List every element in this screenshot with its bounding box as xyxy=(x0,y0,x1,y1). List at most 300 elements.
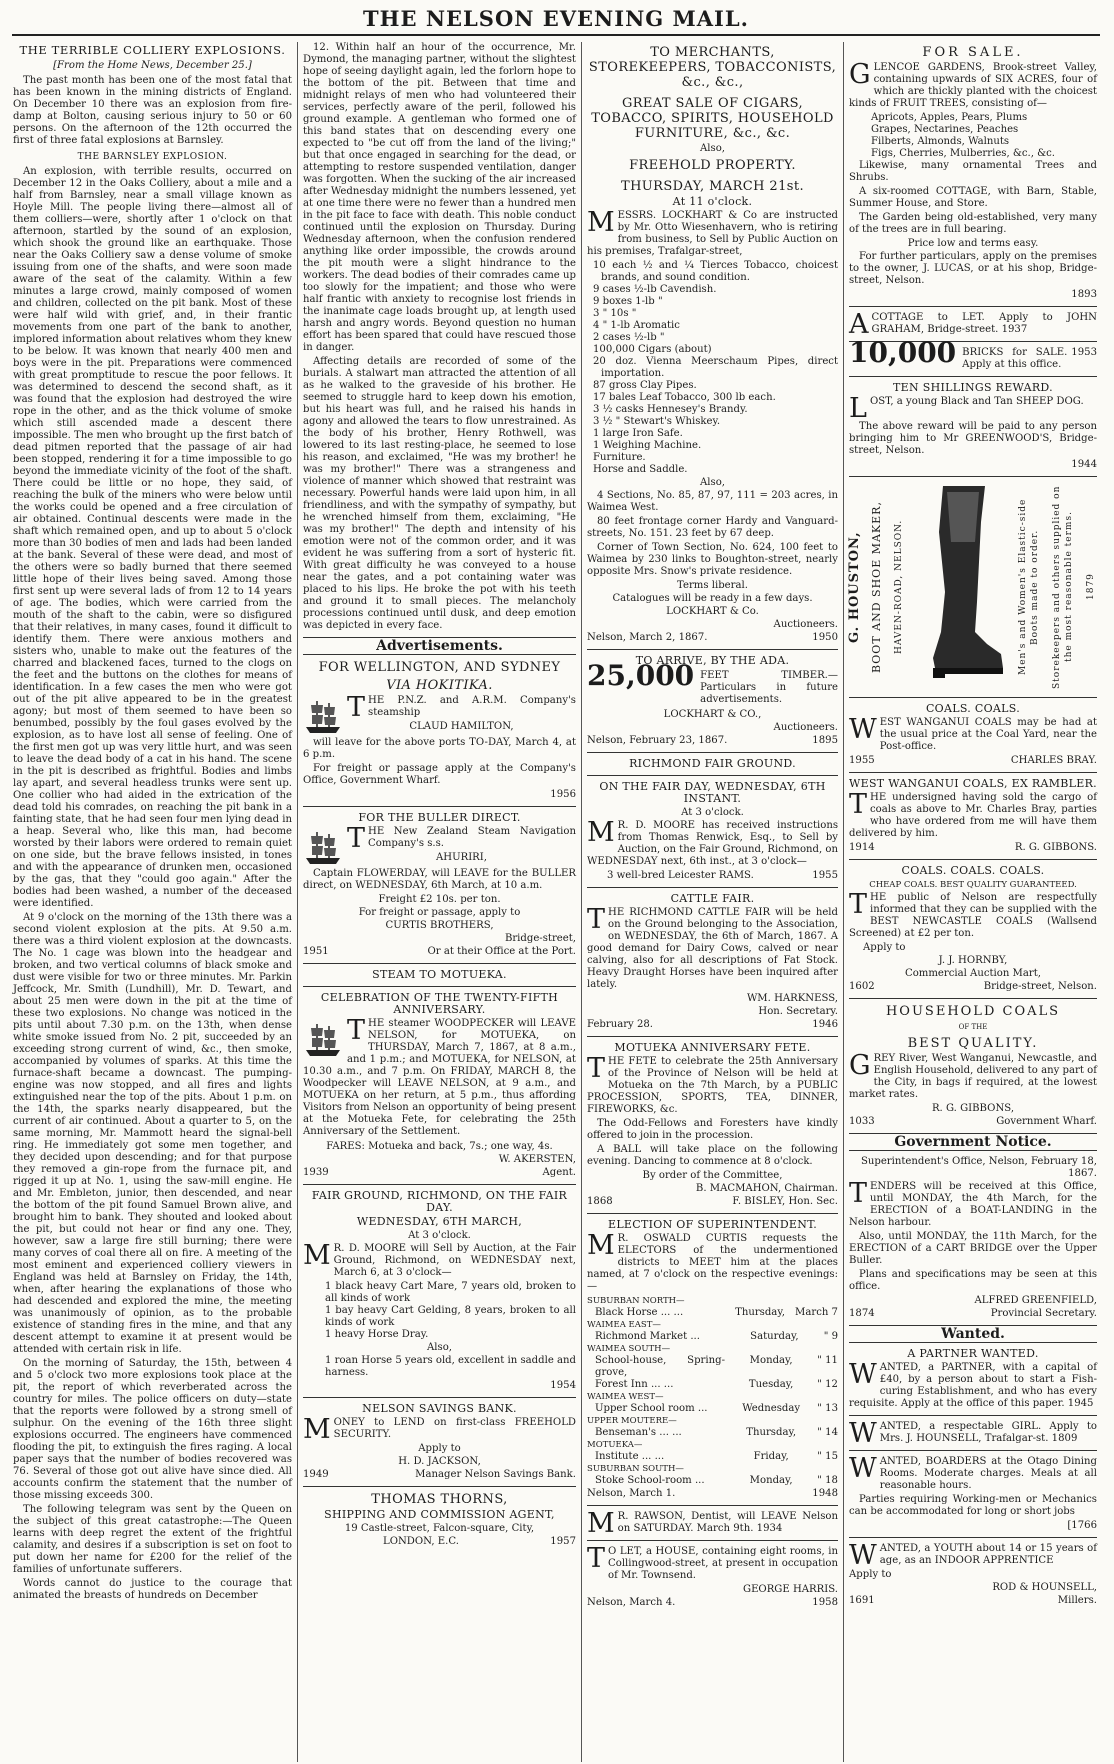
ad-subheadline: GREAT SALE OF CIGARS, TOBACCO, SPIRITS, HOUSEHOLD FURNITURE, &c., &c. xyxy=(591,96,834,141)
drop-cap: T xyxy=(587,1543,606,1574)
ad-headline: FOR SALE. xyxy=(922,45,1024,60)
district: WAIMEA SOUTH— xyxy=(587,1344,671,1354)
item: Horse and Saddle. xyxy=(593,464,688,475)
columns xyxy=(8,42,1104,1762)
ad-date: Nelson, March 1. xyxy=(587,1488,676,1499)
ad-headline: STEAM TO MOTUEKA. xyxy=(372,968,507,981)
drop-cap: W xyxy=(849,714,877,745)
ad-also: Also, xyxy=(427,1342,452,1353)
ad-of: OF THE xyxy=(958,1023,988,1031)
masthead: THE NELSON EVENING MAIL. xyxy=(12,6,1100,36)
ad-wellington xyxy=(303,660,576,801)
ad-headline: MOTUEKA ANNIVERSARY FETE. xyxy=(614,1041,811,1054)
item: 1 Weighing Machine. xyxy=(593,440,702,451)
ad-body: For further particulars, apply on the premises to the owner, J. LUCAS, or at his shop, Bridge-street, Nelson. xyxy=(849,251,1097,286)
drop-cap: L xyxy=(849,393,867,424)
district: MOTUEKA— xyxy=(587,1440,643,1450)
article-paragraph: Words cannot do justice to the courage that animated the breasts of hundreds on December xyxy=(13,1578,292,1601)
ad-side-text: Men's and Women's Elastic-side Boots made to order. xyxy=(1018,498,1040,676)
ad-headline: THOMAS THORNS, xyxy=(371,1492,508,1507)
ad-body: Also, until MONDAY, the 11th March, for the ERECTION of a CART BRIDGE over the Upper Buller. xyxy=(849,1231,1097,1266)
ad-headline: TO MERCHANTS, STOREKEEPERS, TOBACCONISTS, &c., &c., xyxy=(588,45,837,90)
ad-date: WEDNESDAY, 6TH MARCH, xyxy=(356,1215,523,1228)
ad-body: 80 feet frontage corner Hardy and Vanguard-streets, No. 151. 23 feet by 67 deep. xyxy=(587,516,838,539)
day: Friday, xyxy=(753,1451,789,1462)
ad-number: 1945 xyxy=(1067,1398,1094,1409)
item: 9 cases ½-lb Cavendish. xyxy=(593,284,717,295)
item-list xyxy=(587,260,838,476)
ad-merchants xyxy=(587,45,838,644)
ad-name: R. G. GIBBONS, xyxy=(931,1103,1015,1114)
ad-headline: COALS. COALS. COALS. xyxy=(901,864,1045,877)
ad-buller xyxy=(303,812,576,958)
ad-date: ON THE FAIR DAY, WEDNESDAY, 6TH INSTANT. xyxy=(599,780,826,805)
day: Tuesday, xyxy=(748,1379,794,1390)
item: 3 ½ casks Hennesey's Brandy. xyxy=(593,404,748,415)
ad-number: 1953 xyxy=(1071,347,1097,358)
date: " 12 xyxy=(817,1379,838,1390)
ad-body: For freight or passage apply at the Company's Office, Government Wharf. xyxy=(303,763,576,786)
ad-apply: Apply to xyxy=(418,1443,461,1454)
section-header-wanted: Wanted. xyxy=(849,1325,1097,1343)
fruit-line: Grapes, Nectarines, Peaches xyxy=(871,124,1019,135)
ad-role: Provincial Secretary. xyxy=(990,1308,1097,1319)
ad-number: 1602 xyxy=(849,981,875,992)
ad-agent: W. AKERSTEN, xyxy=(498,1154,576,1165)
article-source: [From the Home News, December 25.] xyxy=(53,60,252,71)
schedule-row xyxy=(587,1451,838,1463)
ad-body: A BALL will take place on the following evening. Dancing to commence at 8 o'clock. xyxy=(587,1144,838,1167)
day: Monday, xyxy=(749,1355,793,1366)
item: 17 bales Leaf Tobacco, 300 lb each. xyxy=(593,392,776,403)
ad-name: ALFRED GREENFIELD, xyxy=(974,1295,1097,1306)
ad-big-number: 25,000 xyxy=(587,659,695,692)
item: Furniture. xyxy=(593,452,646,463)
district: UPPER MOUTERE— xyxy=(587,1416,677,1426)
ad-line: CURTIS BROTHERS, xyxy=(385,920,494,931)
ad-number: 1958 xyxy=(812,1597,838,1608)
drop-cap: T xyxy=(849,1178,868,1209)
drop-cap: T xyxy=(347,1015,366,1046)
article-headline: THE TERRIBLE COLLIERY EXPLOSIONS. xyxy=(19,43,286,57)
district: WAIMEA WEST— xyxy=(587,1392,664,1402)
ad-name: H. D. JACKSON, xyxy=(398,1456,481,1467)
ad-body: BRICKS for SALE. Apply at this office. xyxy=(962,347,1068,370)
ad-headline: NELSON SAVINGS BANK. xyxy=(362,1402,517,1415)
ad-number: 1950 xyxy=(812,632,838,643)
item: 4 " 1-lb Aromatic xyxy=(593,320,680,331)
ad-body: LENCOE GARDENS, Brook-street Valley, containing upwards of SIX ACRES, four of which are thickly planted with the choicest kinds of FRUIT TREES, consisting of— xyxy=(849,62,1097,109)
ad-number: 1874 xyxy=(849,1308,875,1319)
ad-number: [1766 xyxy=(1067,1520,1097,1531)
ad-chair: B. MACMAHON, Chairman. xyxy=(695,1183,838,1194)
ad-price: Price low and terms easy. xyxy=(907,238,1039,249)
schedule-row xyxy=(587,1343,838,1355)
ad-headline: ELECTION OF SUPERINTENDENT. xyxy=(607,1218,818,1231)
fruit-line: Filberts, Almonds, Walnuts xyxy=(871,136,1010,147)
item: 1 large Iron Safe. xyxy=(593,428,683,439)
schedule-row xyxy=(587,1427,838,1439)
ad-body: COTTAGE to LET. Apply to JOHN GRAHAM, Bridge-street. xyxy=(871,312,1097,335)
ad-big-number: 10,000 xyxy=(849,336,957,369)
ad-subheadline: CELEBRATION OF THE TWENTY-FIFTH ANNIVERSARY. xyxy=(320,991,559,1016)
ad-role: Auctioneers. xyxy=(773,619,838,630)
ad-body: will leave for the above ports TO-DAY, March 4, at 6 p.m. xyxy=(303,737,576,760)
article-paragraph: Affecting details are recorded of some of the burials. A stalwart man attracted the attention of all as he walked to the graveside of his brother. He seemed to struggle hard to keep down his emotion, but his heart was full, and he raised his hands in agony and allowed the tears to flow unrestrained. As the body of his brother, Henry Rothwell, was lowered to its last resting-place, he seemed to lose his reason, and exclaimed, "He was my brother! he was my brother!" There was a strangeness and violence of manner which showed that restraint was necessary. Powerful hands were laid upon him, in all friendliness, and with the sympathy of sympathy, but he wrenched himself from them, exclaiming, "He was my brother!" The depth and intensity of his emotion were not of the common order, and it was evident he was suffering from a sort of hysteric fit. With great difficulty he was conveyed to a house near the gates, and a pot containing water was placed to his lips. He broke the pot with his teeth and ground it to small pieces. The melancholy processions continued until dusk, and deep emotion was depicted in every face. xyxy=(303,356,576,631)
ad-body: Plans and specifications may be seen at this office. xyxy=(849,1269,1097,1292)
ad-number: 1914 xyxy=(849,842,875,853)
date: " 11 xyxy=(817,1355,838,1366)
ad-number: 1955 xyxy=(849,755,875,766)
date: " 9 xyxy=(823,1331,838,1342)
ad-number: 1937 xyxy=(1001,324,1028,335)
ad-government-notice xyxy=(849,1156,1097,1320)
item: 9 boxes 1-lb " xyxy=(593,296,663,307)
ad-role: Manager Nelson Savings Bank. xyxy=(415,1469,576,1480)
schedule-row xyxy=(587,1463,838,1475)
ad-address: 19 Castle-street, Falcon-square, City, xyxy=(344,1523,535,1534)
ad-date: Nelson, March 4. xyxy=(587,1597,676,1608)
ad-body: R. OSWALD CURTIS requests the ELECTORS of the undermentioned districts to MEET him at the places named, at 7 o'clock on the respective evenings:— xyxy=(587,1233,838,1292)
ad-name: R. G. GIBBONS. xyxy=(1014,842,1097,853)
ad-body: HE steamer WOODPECKER will LEAVE NELSON, for MOTUEKA, on THURSDAY, March 7, 1867, at 8 a.m., and 1 p.m.; and MOTUEKA, for NELSON, at 10.30 a.m., and 7 p.m. On FRIDAY, MARCH 8, the Woodpecker will LEAVE NELSON, at 9 a.m., and MOTUEKA on her return, at 5 p.m., thus affording Visitors from Nelson an opportunity of being present at the Motueka Fete, for celebrating the 25th Anniversary of the Settlement. xyxy=(303,1018,576,1137)
drop-cap: M xyxy=(587,207,615,238)
ship-name: CLAUD HAMILTON, xyxy=(409,721,514,732)
drop-cap: M xyxy=(587,1230,615,1261)
ad-number: 1691 xyxy=(849,1595,875,1606)
ad-time: At 11 o'clock. xyxy=(672,195,753,208)
ad-motueka-steamer xyxy=(303,969,576,1179)
ad-apply: Apply to xyxy=(849,1569,892,1580)
place: Black Horse ... ... xyxy=(595,1307,684,1318)
ad-name: G. HOUSTON, xyxy=(847,531,862,643)
ad-firm: LOCKHART & Co. xyxy=(666,606,759,617)
ad-number: 1948 xyxy=(812,1488,838,1499)
ad-time: At 3 o'clock. xyxy=(681,807,744,818)
item: 10 each ½ and ¼ Tierces Tobacco, choicest brands, and sound condition. xyxy=(593,260,838,283)
schedule-row xyxy=(587,1307,838,1319)
ad-number: 1956 xyxy=(550,789,576,800)
date: " 18 xyxy=(817,1475,838,1486)
ad-line: Freight £2 10s. per ton. xyxy=(378,894,501,905)
ad-name: GEORGE HARRIS. xyxy=(743,1584,838,1595)
ad-body: ONEY to LEND on first-class FREEHOLD SECURITY. xyxy=(333,1417,576,1440)
fruit-line: Apricots, Apples, Pears, Plums xyxy=(871,112,1028,123)
place: Institute ... ... xyxy=(595,1451,665,1462)
ad-body: A six-roomed COTTAGE, with Barn, Stable, Summer House, and Store. xyxy=(849,186,1097,209)
ad-number: 1949 xyxy=(303,1469,329,1480)
schedule-row xyxy=(587,1319,838,1331)
ad-coals-bray xyxy=(849,703,1097,767)
drop-cap: W xyxy=(849,1359,877,1390)
ad-address: Bridge-street, Nelson. xyxy=(983,981,1097,992)
ship-icon xyxy=(303,697,343,737)
ad-item: 1 heavy Horse Dray. xyxy=(325,1329,429,1340)
drop-cap: T xyxy=(347,823,366,854)
article-paragraph: On the morning of Saturday, the 15th, between 4 and 5 o'clock two more explosions took place at the pit, the report of which reverberated across the country for miles. The police officers on duty—state that the reports were followed by a strong smell of sulphur. On the evening of the 16th three slight explosions occurred. The engineers have commenced flooding the pit, to extinguish the fires raging. A local paper says that the number of bodies recovered was 76. Several of those got out alive have since died. All accounts confirm the statement that the number of those missing exceeds 300. xyxy=(13,1358,292,1501)
ad-number: 1809 xyxy=(1051,1433,1078,1444)
column-4 xyxy=(844,42,1102,1762)
drop-cap: T xyxy=(587,904,606,935)
item: 3 ½ " Stewart's Whiskey. xyxy=(593,416,721,427)
ad-number: 1868 xyxy=(587,1196,613,1207)
place: Forest Inn ... ... xyxy=(595,1379,674,1390)
election-schedule xyxy=(587,1295,838,1487)
ad-body: Corner of Town Section, No. 624, 100 feet to Waimea by 230 links to Boughton-street, nearly opposite Mrs. Snow's private residence. xyxy=(587,542,838,577)
ad-item: 1 black heavy Cart Mare, 7 years old, broken to all kinds of work xyxy=(325,1281,576,1304)
ad-body: R. RAWSON, Dentist, will LEAVE Nelson on SATURDAY. March 9th. xyxy=(617,1511,838,1534)
drop-cap: G xyxy=(849,59,871,90)
ad-body: OST, a young Black and Tan SHEEP DOG. xyxy=(869,396,1084,407)
ad-household-coals xyxy=(849,1004,1097,1128)
column-1 xyxy=(8,42,298,1762)
drop-cap: A xyxy=(849,309,869,340)
ad-body: Parties requiring Working-men or Mechanics can be accommodated for long or short jobs xyxy=(849,1494,1097,1517)
ad-headline: COALS. COALS. xyxy=(925,702,1021,715)
ad-coals-hornby xyxy=(849,865,1097,993)
item: 100,000 Cigars (about) xyxy=(593,344,712,355)
ad-ada-timber xyxy=(587,655,838,747)
ad-headline: HOUSEHOLD COALS xyxy=(885,1004,1061,1019)
ad-body: ESSRS. LOCKHART & Co are instructed by Mr. Otto Wiesenhavern, who is retiring from business, to Sell by Public Auction on his premises, Trafalgar-street, xyxy=(587,210,838,257)
article-paragraph: The past month has been one of the most fatal that has been known in the mining districts of England. On December 10 there was an explosion from fire-damp at Bolton, causing serious injury to 50 or 60 persons. On the afternoon of the 12th occurred the first of three fatal explosions at Barnsley. xyxy=(13,75,292,146)
ad-date: Nelson, March 2, 1867. xyxy=(587,632,708,643)
district: WAIMEA EAST— xyxy=(587,1320,661,1330)
item: 20 doz. Vienna Meerschaum Pipes, direct importation. xyxy=(593,356,838,379)
drop-cap: T xyxy=(849,889,868,920)
section-header-advertisements: Advertisements. xyxy=(303,637,576,655)
article-paragraph: The following telegram was sent by the Queen on the subject of this great catastrophe:—The Queen learns with deep regret the extent of the frightful calamity, and desires if a subscription is set on foot to put down her name for £200 for the relief of the families of unfortunate sufferers. xyxy=(13,1504,292,1575)
drop-cap: T xyxy=(849,789,868,820)
ad-name: J. J. HORNBY, xyxy=(938,955,1008,966)
ad-body: FEET TIMBER.—Particulars in future advertisements. xyxy=(700,670,838,705)
schedule-row xyxy=(587,1403,838,1415)
ship-icon xyxy=(303,828,343,868)
ad-role: Millers. xyxy=(1057,1595,1097,1606)
ad-item: 3 well-bred Leicester RAMS. xyxy=(607,870,754,881)
ad-address: Government Wharf. xyxy=(996,1116,1097,1127)
date: " 14 xyxy=(817,1427,838,1438)
ad-city: LONDON, E.C. xyxy=(383,1536,459,1547)
item: 3 " 10s " xyxy=(593,308,637,319)
ad-subheadline: SHIPPING AND COMMISSION AGENT, xyxy=(324,1508,555,1521)
ad-number: 1893 xyxy=(1071,289,1097,300)
ad-body: HE RICHMOND CATTLE FAIR will be held on the Ground belonging to the Association, on WEDNESDAY, the 6th of March, 1867. A good demand for Dairy Cows, calved or near calving, also for all descriptions of Fat Stock. Heavy Draught Horses have been inquired after lately. xyxy=(587,907,838,990)
date: " 15 xyxy=(817,1451,838,1462)
ad-number: 1946 xyxy=(812,1019,838,1030)
ad-body: Likewise, many ornamental Trees and Shrubs. xyxy=(849,160,1097,183)
ad-body: R. D. MOORE will Sell by Auction, at the Fair Ground, Richmond, on WEDNESDAY next, March 6, at 3 o'clock— xyxy=(333,1243,576,1278)
ad-role: Auctioneers. xyxy=(773,722,838,733)
district: SUBURBAN NORTH— xyxy=(587,1296,685,1306)
drop-cap: W xyxy=(849,1540,877,1571)
drop-cap: T xyxy=(347,692,366,723)
ad-date: Nelson, February 23, 1867. xyxy=(587,735,728,746)
schedule-row xyxy=(587,1475,838,1487)
ad-role: Agent. xyxy=(542,1167,576,1178)
ad-body: The Odd-Fellows and Foresters have kindly offered to join in the procession. xyxy=(587,1118,838,1141)
boot-icon xyxy=(915,482,1007,682)
ad-date: THURSDAY, MARCH 21st. xyxy=(621,179,804,194)
ad-motueka-fete xyxy=(587,1042,838,1208)
ad-firm: LOCKHART & CO., xyxy=(663,709,762,720)
ad-headline: FOR THE BULLER DIRECT. xyxy=(358,811,521,824)
drop-cap: W xyxy=(849,1453,877,1484)
ad-headline: TO ARRIVE, BY THE ADA. xyxy=(635,654,790,667)
ad-body: ANTED, a PARTNER, with a capital of £40, by a person about to start a Fish-curing Establishment, and who has every requisite. Apply at the office of this paper. xyxy=(849,1362,1097,1409)
ad-apply: Apply to xyxy=(863,942,906,953)
ad-cottage-to-let xyxy=(849,309,1097,340)
ad-body: 4 Sections, No. 85, 87, 97, 111 = 203 acres, in Waimea West. xyxy=(587,490,838,513)
ad-line: For freight or passage, apply to xyxy=(358,907,521,918)
drop-cap: M xyxy=(587,1508,615,1539)
column-2 xyxy=(298,42,582,1762)
date: March 7 xyxy=(795,1307,838,1318)
drop-cap: M xyxy=(303,1414,331,1445)
ad-line: Bridge-street, xyxy=(504,933,576,944)
ad-savings-bank xyxy=(303,1403,576,1481)
ad-thomas-thorns xyxy=(303,1492,576,1548)
place: Stoke School-room ... xyxy=(595,1475,705,1486)
column-3 xyxy=(582,42,844,1762)
ad-richmond-fair xyxy=(587,758,838,882)
drop-cap: M xyxy=(303,1240,331,1271)
ad-body: R. D. MOORE has received instructions from Thomas Renwick, Esq., to Sell by Auction, on the Fair Ground, Richmond, on WEDNESDAY next, 6th inst., at 3 o'clock— xyxy=(587,820,838,867)
ad-number: 1033 xyxy=(849,1116,875,1127)
ad-headline: FOR WELLINGTON, AND SYDNEY xyxy=(318,660,561,675)
ad-number: 1895 xyxy=(812,735,838,746)
schedule-row xyxy=(587,1391,838,1403)
ad-body: Captain FLOWERDAY, will LEAVE for the BULLER direct, on WEDNESDAY, 6th March, at 10 a.m. xyxy=(303,868,576,891)
schedule-row xyxy=(587,1331,838,1343)
place: Upper School room ... xyxy=(595,1403,708,1414)
day: Wednesday xyxy=(742,1403,801,1414)
ad-also: Also, xyxy=(700,143,725,154)
ad-number: 1944 xyxy=(1071,459,1097,470)
ad-body: The above reward will be paid to any person bringing him to Mr GREENWOOD'S, Bridge-street, Nelson. xyxy=(849,421,1097,456)
ad-number: 1955 xyxy=(812,870,838,881)
schedule-row xyxy=(587,1295,838,1307)
ad-coals-rambler xyxy=(849,778,1097,854)
district: SUBURBAN SOUTH— xyxy=(587,1464,684,1474)
ad-catalogues: Catalogues will be ready in a few days. xyxy=(612,593,813,604)
ad-number: 1934 xyxy=(756,1523,783,1534)
ad-number: 1951 xyxy=(303,946,329,957)
ad-houston-boots xyxy=(849,482,1097,692)
ad-number: 1879 xyxy=(1086,573,1096,601)
article-paragraph: 12. Within half an hour of the occurrence, Mr. Dymond, the managing partner, without the slightest hope of seeing daylight again, led the forlorn hope to the bottom of the pit. Between that time and midnight relays of men who had volunteered their services, perfectly aware of the peril, followed his ground example. A gentleman who formed one of this band states that on descending every one expected to "be cut off from the land of the living;" but that once engaged in searching for the dead, or attempting to restore suspended ventilation, danger was forgotten. When the sucking of the air increased after Wednesday midnight the numbers lessened, yet at one time there were no fewer than a hundred men in the pit face to face with death. This noble conduct continued until the explosion on Thursday. During Wednesday afternoon, when the confusion rendered anything like order impossible, the crowds around the pit mouth were a slight hindrance to the workers. The dead bodies of their comrades came up too slowly for the impatient; and those who were half frantic with anxiety to recognise lost friends in the inanimate cage loads brought up, at length used harsh and angry words. Beyond question no human effort has been spared that could have rescued those in danger. xyxy=(303,42,576,353)
article-subhead: THE BARNSLEY EXPLOSION. xyxy=(77,152,228,162)
ad-address: HAVEN-ROAD, NELSON. xyxy=(894,519,904,655)
article-paragraph: At 9 o'clock on the morning of the 13th there was a second violent explosion at the pits. At 9.50 a.m. there was a third violent explosion at the downcasts. The No. 1 cage was blown into the headgear and broken, and two vertical columns of black smoke and dust were visible for two or three minutes. Mr. Parkin Jeffcock, Mr. Smith (Lundhill), Mr. D. Tewart, and about 25 men were down in the pit at the time of these two explosions. No change was noticed in the pits until about 7.30 p.m. on the 13th, when dense white smoke issued from No. 2 pit, succeeded by an exceeding strong current of wind, &c., then smoke, accompanied by volumes of sparks. At this time the furnace-shaft became a downcast. The pumping-engine was now stopped, and all fires and lights extinguished near the top of the pits. About 1 p.m. on the 14th, the sparks nearly disappeared, but the current of air continued. About a quarter to 5, on the same morning, Mr. Mammott heard the signal-bell ring. He immediately got some men together, and they decided upon descending; and for that purpose they removed a gin-rope from the furnace pit, and rigged it up at No. 1, using the saw-mill engine. He and Mr. Embleton, junior, then descended, and near the bottom of the pit found Samuel Brown alive, and brought him to bank. They shouted and looked about the pit, but could not hear or find any one. They, however, saw a large fire still burning; there were many corves of coal there all on fire. A meeting of the most eminent and experienced colliery viewers in England was held at Barnsley on Friday, the 14th, when, after hearing the explanations of those who had descended and explored the mine, the meeting was unanimously of opinion, as to the probable existence of standing fires in the mine, and that any descent attempt to examine it at present would be attended with certain risk in life. xyxy=(13,912,292,1355)
ad-bricks xyxy=(849,336,1097,371)
place: Benseman's ... ... xyxy=(595,1427,682,1438)
ad-for-sale xyxy=(849,45,1097,301)
ad-name: ROD & HOUNSELL, xyxy=(992,1582,1097,1593)
date: " 13 xyxy=(817,1403,838,1414)
ad-name: WM. HARKNESS, xyxy=(746,993,838,1004)
ad-body: HE undersigned having sold the cargo of coals as above to Mr. Charles Bray, parties who have ordered from me will have them delivered by him. xyxy=(849,792,1097,839)
drop-cap: T xyxy=(587,1053,606,1084)
ad-subheadline: BEST QUALITY. xyxy=(907,1036,1039,1051)
ad-body: HE New Zealand Steam Navigation Company's s.s. xyxy=(368,826,576,849)
day: Thursday, xyxy=(746,1427,797,1438)
ad-headline: TEN SHILLINGS REWARD. xyxy=(893,381,1053,394)
ad-reward xyxy=(849,382,1097,471)
ad-dentist xyxy=(587,1508,838,1539)
ad-body: EST WANGANUI COALS may be had at the usual price at the Coal Yard, near the Post-office. xyxy=(879,717,1097,752)
ad-time: At 3 o'clock. xyxy=(408,1230,471,1241)
ad-body: ENDERS will be received at this Office, until MONDAY, the 4th March, for the ERECTION of a BOAT-LANDING in the Nelson harbour. xyxy=(849,1181,1097,1228)
ad-sec: F. BISLEY, Hon. Sec. xyxy=(732,1196,838,1207)
drop-cap: M xyxy=(587,817,615,848)
ad-body: HE public of Nelson are respectfully informed that they can be supplied with the BEST NEWCASTLE COALS (Wallsend Screened) at £2 per ton. xyxy=(849,892,1097,939)
drop-cap: W xyxy=(849,1418,877,1449)
ad-headline: CATTLE FAIR. xyxy=(670,892,755,905)
article-paragraph: An explosion, with terrible results, occurred on December 12 in the Oaks Colliery, about a mile and a half from Barnsley, near a small village known as Hoyle Mill. The people living there—almost all of them colliers—were, shortly after 1 o'clock on that afternoon, startled by the sound of an explosion, which shook the ground like an earthquake. Those near the Oaks Colliery saw a dense volume of smoke issuing from one of the shafts, and were soon made aware of the seat of the calamity. Within a few minutes a large crowd, mainly composed of women and children, collected on the pit bank. Most of these were half wild with grief, and, in their frantic movements from one part of the bank to another, implored information about relatives whom they knew to be below. It was known that nearly 400 men and boys were in the pit. Preparations were commenced with great promptitude to rescue the poor fellows. It was determined to descend the second shaft, as it was found that the explosion had destroyed the wire rope in the other, and as the thick volume of smoke which still ascended made a descent there impossible. The men who brought up the first batch of dead pitmen reported that the passage of air had been stopped, rendering it for a time impossible to go beyond the immediate vicinity of the foot of the shaft. There could be little or no hope, they said, of reaching the bulk of the miners who were below until the works could be opened and a free circulation of air obtained. Continual descents were made in the shaft which remained open, and up to about 5 o'clock more than 30 bodies of men and lads had been landed at the bank. Several of these were dead, and most of the others were so badly burned that there seemed little hope of their lives being saved. Among those first sent up were several lads of from 12 to 14 years of age. The bodies, which were carried from the mouth of the shaft to the cabin, were so disfigured that their relatives, in many cases, found it difficult to identify them. There were anxious mothers and sisters who, unable to make out the features of the charred and blackened faces, turned to the clogs on the feet and the buttons on the clothes for means of identification. In a few cases the men who were got out of the pit alive appeared to be in the greatest agony; but most of them seemed to have been so benumbed, possibly by the foul gases evolved by the explosion, as to have lost all sense of feeling. One of the first men got up was very little hurt, and was seen to leave the dead body of a cat in his hand. The scene in the pit is described as frightful. Bodies and limbs lay apart, and several headless trunks were sent up. One collier who had aided in the extrication of the dead told his comrades, on reaching the pit bank in a fainting state, that he had seen four men lying dead in a heap. Several who, like this man, had become worsted by their labors were ordered to remain quiet on one side, but the brave fellows insisted, in tones and with the appearance of drunken men, occasioned by the gas, that they "could goo again." After the bodies had been washed, a number of the deceased were identified. xyxy=(13,166,292,909)
ad-office: Superintendent's Office, Nelson, February 18, 1867. xyxy=(860,1156,1097,1179)
ad-cattle-fair xyxy=(587,893,838,1031)
day: Monday, xyxy=(749,1475,793,1486)
item: 2 cases ½-lb " xyxy=(593,332,665,343)
ad-subheadline: VIA HOKITIKA. xyxy=(386,678,493,693)
day: Thursday, xyxy=(735,1307,785,1318)
ad-body: ANTED, a respectable GIRL. Apply to Mrs. J. HOUNSELL, Trafalgar-st. xyxy=(879,1421,1097,1444)
schedule-row xyxy=(587,1439,838,1451)
place: Richmond Market ... xyxy=(595,1331,700,1342)
schedule-row xyxy=(587,1379,838,1391)
ad-side-text: Storekeepers and others supplied on the most reasonable terms. xyxy=(1052,485,1074,689)
ad-wanted xyxy=(849,1348,1097,1607)
ad-name: CHARLES BRAY. xyxy=(1010,755,1097,766)
ad-line: Or at their Office at the Port. xyxy=(427,946,576,957)
fruit-line: Figs, Cherries, Mulberries, &c., &c. xyxy=(871,148,1055,159)
ad-subheadline: CHEAP COALS. BEST QUALITY GUARANTEED. xyxy=(869,880,1077,890)
item: 87 gross Clay Pipes. xyxy=(593,380,697,391)
schedule-row xyxy=(587,1415,838,1427)
ad-number: 1954 xyxy=(550,1380,576,1391)
ad-role: Hon. Secretary. xyxy=(758,1006,838,1017)
ad-date: February 28. xyxy=(587,1019,654,1030)
section-header-government-notice: Government Notice. xyxy=(849,1133,1097,1151)
ad-headline: FAIR GROUND, RICHMOND, ON THE FAIR DAY. xyxy=(311,1189,568,1214)
ad-body: HE P.N.Z. and A.R.M. Company's steamship xyxy=(368,695,576,718)
drop-cap: G xyxy=(849,1050,871,1081)
ad-headline: WEST WANGANUI COALS, EX RAMBLER. xyxy=(849,777,1097,790)
ad-body: ANTED, a YOUTH about 14 or 15 years of age, as an INDOOR APPRENTICE xyxy=(879,1543,1097,1566)
ad-subheadline: FREEHOLD PROPERTY. xyxy=(629,158,796,173)
schedule-row xyxy=(587,1355,838,1379)
ad-order: By order of the Committee, xyxy=(642,1170,783,1181)
ad-fair-ground xyxy=(303,1190,576,1392)
ad-address: Commercial Auction Mart, xyxy=(904,968,1042,979)
ad-item: 1 bay heavy Cart Gelding, 8 years, broken to all kinds of work xyxy=(325,1305,576,1328)
ship-icon xyxy=(303,1020,343,1060)
ad-number: 1939 xyxy=(303,1167,329,1178)
place: School-house, Spring-grove, xyxy=(595,1355,725,1378)
ad-body: ANTED, BOARDERS at the Otago Dining Rooms. Moderate charges. Meals at all reasonable hours. xyxy=(879,1456,1097,1491)
ad-number: 1957 xyxy=(550,1536,576,1547)
ad-election xyxy=(587,1219,838,1500)
ship-name: AHURIRI, xyxy=(436,852,487,863)
ad-item: 1 roan Horse 5 years old, excellent in saddle and harness. xyxy=(325,1355,576,1378)
day: Saturday, xyxy=(750,1331,799,1342)
ad-fares: FARES: Motueka and back, 7s.; one way, 4s. xyxy=(326,1141,553,1152)
ad-also: Also, xyxy=(700,477,725,488)
ad-body: The Garden being old-established, very many of the trees are in full bearing. xyxy=(849,212,1097,235)
ad-headline: A PARTNER WANTED. xyxy=(907,1347,1039,1360)
ad-headline: RICHMOND FAIR GROUND. xyxy=(629,757,796,770)
